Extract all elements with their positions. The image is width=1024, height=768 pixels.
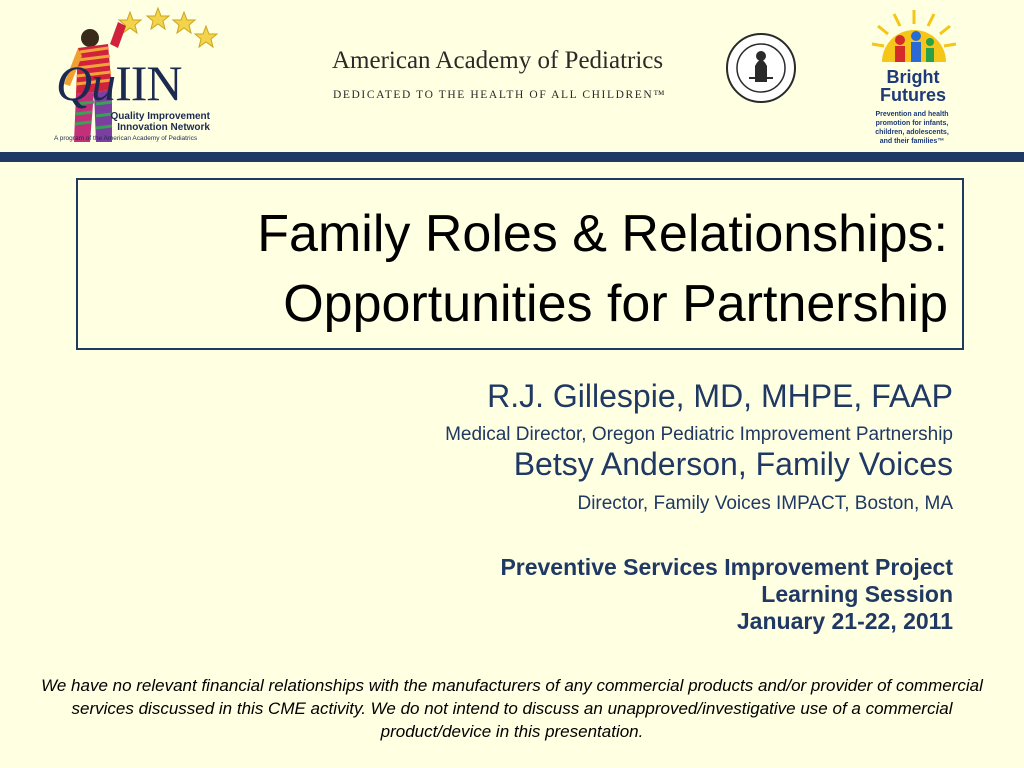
quiin-wordmark: QuIIN (56, 55, 182, 111)
author-1-name: R.J. Gillespie, MD, MHPE, FAAP (487, 378, 953, 414)
quiin-subtitle-line1: Quality Improvement (110, 111, 210, 122)
aap-name: American Academy of Pediatrics (332, 47, 664, 74)
event-date: January 21-22, 2011 (736, 608, 953, 634)
title-box (76, 178, 964, 350)
aap-seal-icon (725, 32, 797, 104)
title-line2: Opportunities for Partnership (283, 275, 948, 333)
disclosure-statement: We have no relevant financial relationships with the manufacturers of any commercial products and/or provider of commercial services discussed in this CME activity. We do not intend to discuss an unapproved/investigative use of a commercial product/device in this presentation. (41, 676, 983, 741)
quiin-program-note: A program of the American Academy of Pediatrics (54, 135, 198, 142)
author-1-role: Medical Director, Oregon Pediatric Improvement Partnership (445, 424, 953, 445)
bright-futures-tagline: Prevention and health promotion for infants, children, adolescents, and their families™ (875, 111, 949, 145)
author-2-role: Director, Family Voices IMPACT, Boston, MA (577, 493, 953, 514)
quiin-subtitle-line2: Innovation Network (117, 122, 210, 133)
title-line1: Family Roles & Relationships: (257, 205, 948, 263)
author-2-name: Betsy Anderson, Family Voices (513, 446, 953, 482)
aap-tagline: DEDICATED TO THE HEALTH OF ALL CHILDREN™ (333, 89, 667, 101)
bright-futures-name: Bright Futures (879, 67, 946, 105)
event-project: Preventive Services Improvement Project (500, 554, 953, 580)
header-divider (0, 152, 1024, 162)
event-session: Learning Session (761, 581, 953, 607)
